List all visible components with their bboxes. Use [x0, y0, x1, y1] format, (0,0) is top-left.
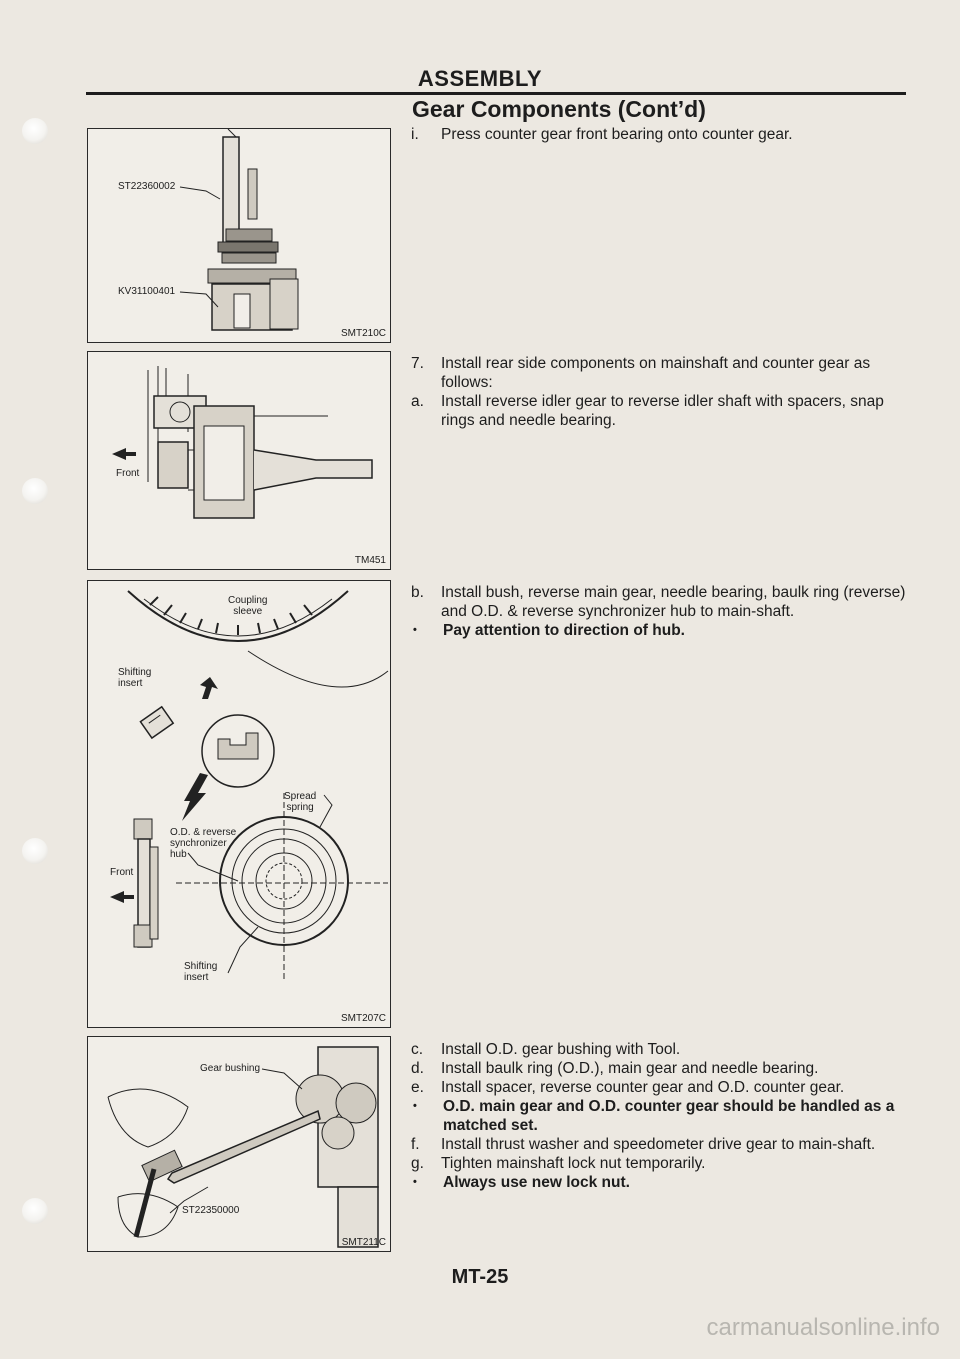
- step-i: i. Press counter gear front bearing onto counter gear.: [411, 126, 793, 143]
- shifting-insert-label-top: Shifting insert: [118, 667, 152, 689]
- figure-synchronizer-hub: [87, 580, 391, 1028]
- step-group-i: [411, 125, 911, 144]
- step-a: a. Install reverse idler gear to reverse idler shaft with spacers, snap rings and needle bearing.: [411, 393, 884, 429]
- tool-label-kv31100401: KV31100401: [118, 286, 176, 297]
- step-group-7: [411, 354, 911, 430]
- figure-code: SMT207C: [340, 1013, 386, 1024]
- tool-label-st22350000: ST22350000: [182, 1205, 240, 1216]
- header-rule: [86, 92, 906, 95]
- step-e: e. Install spacer, reverse counter gear and O.D. counter gear.: [411, 1079, 845, 1096]
- step-g: g. Tighten mainshaft lock nut temporarily.: [411, 1155, 706, 1172]
- front-arrow-icon: [110, 891, 134, 903]
- step-c: c. Install O.D. gear bushing with Tool.: [411, 1041, 681, 1058]
- page-number: MT-25: [451, 1266, 509, 1288]
- note-hub-direction: • Pay attention to direction of hub.: [413, 622, 685, 639]
- section-title: Gear Components (Cont’d): [412, 96, 706, 122]
- step-d: d. Install baulk ring (O.D.), main gear and needle bearing.: [411, 1060, 819, 1077]
- step-group-b: [411, 583, 911, 640]
- binder-hole: [22, 1198, 48, 1224]
- front-label: Front: [110, 867, 134, 878]
- figure-code: SMT210C: [340, 328, 386, 339]
- binder-hole: [22, 478, 48, 504]
- figure-gear-bushing-install: [87, 1036, 391, 1252]
- synchronizer-hub-illustration: [88, 581, 390, 1027]
- step-b: b. Install bush, reverse main gear, needle bearing, baulk ring (reverse) and O.D. & reverse synchronizer hub to main-shaft.: [411, 584, 906, 620]
- step-f: f. Install thrust washer and speedometer drive gear to main-shaft.: [411, 1136, 876, 1153]
- counter-gear-press-illustration: [88, 129, 390, 342]
- reverse-idler-gear-illustration: [88, 352, 390, 569]
- front-label: Front: [116, 468, 140, 479]
- front-arrow-icon: [112, 448, 136, 460]
- note-new-lock-nut: • Always use new lock nut.: [413, 1174, 630, 1191]
- synchronizer-hub-label: O.D. & reverse synchronizer hub: [170, 827, 237, 860]
- step-7: 7. Install rear side components on mainshaft and counter gear as follows:: [411, 355, 871, 391]
- binder-hole: [22, 838, 48, 864]
- shifting-insert-label-bottom: Shifting insert: [184, 961, 218, 983]
- spread-spring-label: Spread spring: [284, 791, 317, 813]
- note-matched-set: • O.D. main gear and O.D. counter gear should be handled as a matched set.: [413, 1098, 895, 1134]
- figure-counter-gear-press: [87, 128, 391, 343]
- figure-code: TM451: [354, 555, 386, 566]
- binder-hole: [22, 118, 48, 144]
- watermark: carmanualsonline.info: [706, 1314, 940, 1341]
- gear-bushing-label: Gear bushing: [200, 1063, 261, 1074]
- step-group-c-g: [411, 1040, 911, 1192]
- arrow-icon: [200, 677, 218, 699]
- header-title: ASSEMBLY: [417, 66, 543, 91]
- figure-code: SMT211C: [341, 1237, 386, 1248]
- figure-reverse-idler-gear: [87, 351, 391, 570]
- coupling-sleeve-label: Coupling sleeve: [228, 595, 268, 617]
- tool-label-st22360002: ST22360002: [118, 181, 176, 192]
